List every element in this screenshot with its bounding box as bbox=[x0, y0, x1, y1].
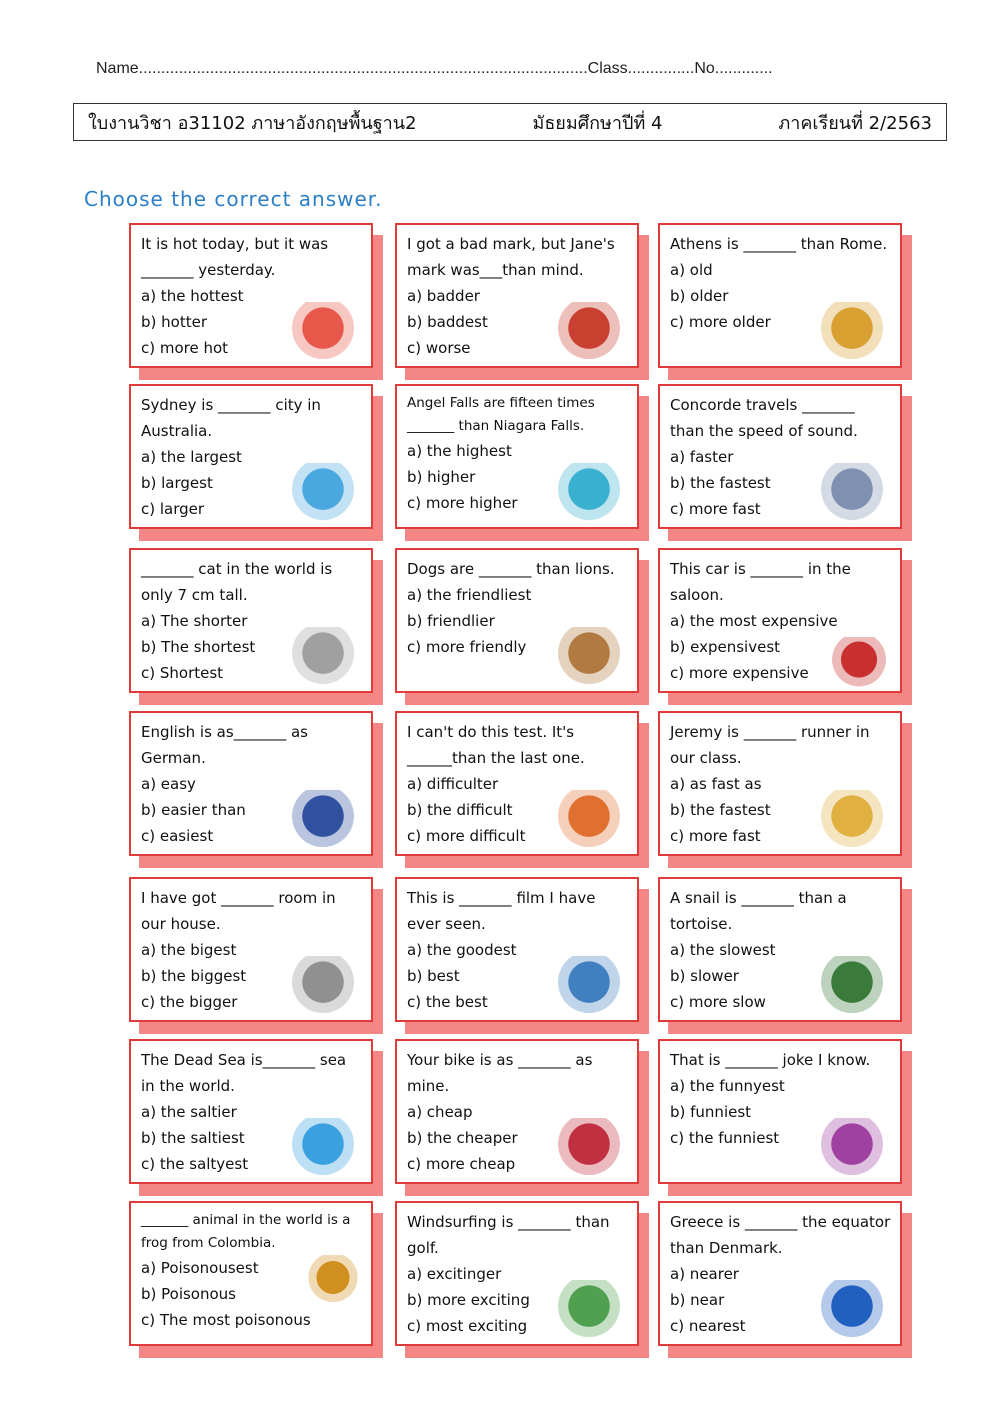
card-box bbox=[129, 223, 373, 368]
question-card bbox=[395, 223, 639, 368]
car-picture bbox=[824, 637, 894, 687]
laughing-woman-picture bbox=[812, 1118, 892, 1176]
option-c[interactable]: c) nearest bbox=[670, 1317, 746, 1335]
dog-picture bbox=[549, 627, 629, 685]
option-c[interactable]: c) the saltyest bbox=[141, 1155, 249, 1173]
option-a[interactable]: a) cheap bbox=[407, 1103, 473, 1121]
option-b[interactable]: b) the cheaper bbox=[407, 1129, 518, 1147]
option-c[interactable]: c) more fast bbox=[670, 500, 761, 518]
option-b[interactable]: b) funniest bbox=[670, 1103, 752, 1121]
question-card bbox=[658, 1201, 902, 1346]
colosseum-picture bbox=[812, 302, 892, 360]
option-c[interactable]: c) more hot bbox=[141, 339, 229, 357]
question-card bbox=[129, 384, 373, 529]
option-c[interactable]: c) The most poisonous bbox=[141, 1311, 311, 1329]
question-card bbox=[658, 711, 902, 856]
option-a[interactable]: a) faster bbox=[670, 448, 734, 466]
card-box bbox=[658, 548, 902, 693]
student-at-desk-picture bbox=[549, 790, 629, 848]
question-card bbox=[658, 877, 902, 1022]
question-text: Windsurfing is _______ than golf. bbox=[407, 1213, 610, 1257]
cat-picture bbox=[283, 627, 363, 685]
option-b[interactable]: b) easier than bbox=[141, 801, 246, 819]
question-card bbox=[129, 1201, 373, 1346]
option-c[interactable]: c) more difficult bbox=[407, 827, 526, 845]
option-a[interactable]: a) The shorter bbox=[141, 612, 248, 630]
question-text: The Dead Sea is_______ sea in the world. bbox=[141, 1051, 347, 1095]
option-a[interactable]: a) the largest bbox=[141, 448, 242, 466]
man-watching-film-picture bbox=[549, 956, 629, 1014]
frog-picture bbox=[303, 1255, 363, 1305]
option-a[interactable]: a) as fast as bbox=[670, 775, 762, 793]
card-box bbox=[395, 1039, 639, 1184]
sea-picture bbox=[283, 1118, 363, 1176]
card-box bbox=[658, 711, 902, 856]
option-b[interactable]: b) the saltiest bbox=[141, 1129, 245, 1147]
question-text: English is as_______ as German. bbox=[141, 723, 308, 767]
bicycle-picture bbox=[549, 1118, 629, 1176]
question-text: Greece is _______ the equator than Denmark. bbox=[670, 1213, 891, 1257]
option-c[interactable]: c) most exciting bbox=[407, 1317, 528, 1335]
sunbather-picture bbox=[283, 302, 363, 360]
question-card bbox=[395, 877, 639, 1022]
question-card bbox=[129, 711, 373, 856]
option-a[interactable]: a) the most expensive bbox=[670, 612, 838, 630]
question-card bbox=[395, 1039, 639, 1184]
question-text: Jeremy is _______ runner in our class. bbox=[670, 723, 870, 767]
question-text: I have got _______ room in our house. bbox=[141, 889, 336, 933]
option-b[interactable]: b) best bbox=[407, 967, 460, 985]
question-card bbox=[658, 1039, 902, 1184]
question-text: That is _______ joke I know. bbox=[670, 1051, 871, 1069]
instruction: Choose the correct answer. bbox=[84, 187, 383, 211]
boy-with-bad-mark-picture bbox=[549, 302, 629, 360]
question-text: I can't do this test. It's ______than the last one. bbox=[407, 723, 585, 767]
question-text: I got a bad mark, but Jane's mark was___than mind. bbox=[407, 235, 615, 279]
option-c[interactable]: c) larger bbox=[141, 500, 205, 518]
question-card bbox=[129, 548, 373, 693]
name-class-no-line: Name.....................................................................................................Class...............No............. bbox=[96, 60, 773, 77]
option-a[interactable]: a) nearer bbox=[670, 1265, 739, 1283]
question-text: _______ cat in the world is only 7 cm tall. bbox=[141, 560, 333, 604]
card-box bbox=[395, 384, 639, 529]
question-text: Athens is _______ than Rome. bbox=[670, 235, 888, 253]
option-c[interactable]: c) the funniest bbox=[670, 1129, 780, 1147]
greek-flag-picture bbox=[812, 1280, 892, 1338]
subject-title: ใบงานวิชา อ31102 ภาษาอังกฤษพื้นฐาน2 bbox=[88, 112, 417, 134]
question-card bbox=[658, 548, 902, 693]
us-uk-flag-picture bbox=[283, 790, 363, 848]
option-c[interactable]: c) more higher bbox=[407, 494, 518, 512]
option-b[interactable]: b) older bbox=[670, 287, 729, 305]
option-b[interactable]: b) The shortest bbox=[141, 638, 256, 656]
option-a[interactable]: a) badder bbox=[407, 287, 480, 305]
question-text: Angel Falls are fifteen times _______ than Niagara Falls. bbox=[407, 395, 595, 434]
question-card bbox=[395, 548, 639, 693]
option-a[interactable]: a) excitinger bbox=[407, 1265, 502, 1283]
option-b[interactable]: b) near bbox=[670, 1291, 725, 1309]
option-a[interactable]: a) the saltier bbox=[141, 1103, 237, 1121]
grade-level: มัธยมศึกษาปีที่ 4 bbox=[532, 112, 663, 134]
option-c[interactable]: c) more fast bbox=[670, 827, 761, 845]
option-c[interactable]: c) worse bbox=[407, 339, 471, 357]
option-a[interactable]: a) the slowest bbox=[670, 941, 776, 959]
card-box bbox=[658, 877, 902, 1022]
option-c[interactable]: c) easiest bbox=[141, 827, 214, 845]
option-a[interactable]: a) the funnyest bbox=[670, 1077, 785, 1095]
card-box bbox=[395, 223, 639, 368]
option-b[interactable]: b) the fastest bbox=[670, 801, 771, 819]
question-text: This car is _______ in the saloon. bbox=[670, 560, 851, 604]
card-box bbox=[658, 1039, 902, 1184]
option-a[interactable]: a) the highest bbox=[407, 442, 512, 460]
card-box bbox=[658, 223, 902, 368]
option-c[interactable]: c) more cheap bbox=[407, 1155, 516, 1173]
boy-at-door-picture bbox=[283, 956, 363, 1014]
question-text: Dogs are _______ than lions. bbox=[407, 560, 615, 578]
card-box bbox=[395, 1201, 639, 1346]
option-c[interactable]: c) more older bbox=[670, 313, 771, 331]
question-text: Sydney is _______ city in Australia. bbox=[141, 396, 321, 440]
question-text: A snail is _______ than a tortoise. bbox=[670, 889, 847, 933]
option-b[interactable]: b) hotter bbox=[141, 313, 207, 331]
option-b[interactable]: b) expensivest bbox=[670, 638, 781, 656]
option-b[interactable]: b) slower bbox=[670, 967, 739, 985]
turtle-picture bbox=[812, 956, 892, 1014]
option-b[interactable]: b) baddest bbox=[407, 313, 488, 331]
option-a[interactable]: a) Poisonousest bbox=[141, 1259, 259, 1277]
option-b[interactable]: b) more exciting bbox=[407, 1291, 530, 1309]
airplane-picture bbox=[812, 463, 892, 521]
option-c[interactable]: c) the best bbox=[407, 993, 488, 1011]
term: ภาคเรียนที่ 2/2563 bbox=[778, 112, 932, 134]
runner-picture bbox=[812, 790, 892, 848]
question-card bbox=[395, 711, 639, 856]
golfer-picture bbox=[549, 1280, 629, 1338]
option-a[interactable]: a) the goodest bbox=[407, 941, 517, 959]
card-box bbox=[129, 1201, 373, 1346]
option-a[interactable]: a) the hottest bbox=[141, 287, 244, 305]
option-c[interactable]: c) more friendly bbox=[407, 638, 527, 656]
waterfall-picture bbox=[549, 463, 629, 521]
question-card bbox=[129, 1039, 373, 1184]
option-c[interactable]: c) the bigger bbox=[141, 993, 238, 1011]
question-text: Your bike is as _______ as mine. bbox=[407, 1051, 593, 1095]
card-box bbox=[395, 711, 639, 856]
card-box bbox=[395, 548, 639, 693]
option-a[interactable]: a) old bbox=[670, 261, 713, 279]
option-b[interactable]: b) the fastest bbox=[670, 474, 771, 492]
card-box bbox=[395, 877, 639, 1022]
card-box bbox=[658, 1201, 902, 1346]
question-card bbox=[129, 223, 373, 368]
option-c[interactable]: c) Shortest bbox=[141, 664, 224, 682]
card-box bbox=[129, 711, 373, 856]
option-a[interactable]: a) easy bbox=[141, 775, 196, 793]
card-box bbox=[129, 877, 373, 1022]
question-card bbox=[395, 384, 639, 529]
option-c[interactable]: c) more expensive bbox=[670, 664, 809, 682]
option-b[interactable]: b) higher bbox=[407, 468, 476, 486]
option-a[interactable]: a) the friendliest bbox=[407, 586, 532, 604]
card-box bbox=[658, 384, 902, 529]
question-card bbox=[395, 1201, 639, 1346]
option-b[interactable]: b) the difficult bbox=[407, 801, 513, 819]
option-b[interactable]: b) friendlier bbox=[407, 612, 495, 630]
question-card bbox=[658, 384, 902, 529]
question-text: This is _______ film I have ever seen. bbox=[407, 889, 596, 933]
option-b[interactable]: b) Poisonous bbox=[141, 1285, 236, 1303]
question-card bbox=[658, 223, 902, 368]
question-card bbox=[129, 877, 373, 1022]
question-text: _______ animal in the world is a frog from Colombia. bbox=[141, 1212, 351, 1251]
card-box bbox=[129, 548, 373, 693]
option-c[interactable]: c) more slow bbox=[670, 993, 766, 1011]
sydney-opera-house-picture bbox=[283, 463, 363, 521]
question-text: Concorde travels _______ than the speed of sound. bbox=[670, 396, 858, 440]
option-b[interactable]: b) the biggest bbox=[141, 967, 247, 985]
option-a[interactable]: a) the bigest bbox=[141, 941, 237, 959]
option-b[interactable]: b) largest bbox=[141, 474, 213, 492]
header-box bbox=[73, 103, 947, 141]
card-box bbox=[129, 1039, 373, 1184]
option-a[interactable]: a) difficulter bbox=[407, 775, 499, 793]
card-box bbox=[129, 384, 373, 529]
question-text: It is hot today, but it was _______ yesterday. bbox=[141, 235, 329, 279]
